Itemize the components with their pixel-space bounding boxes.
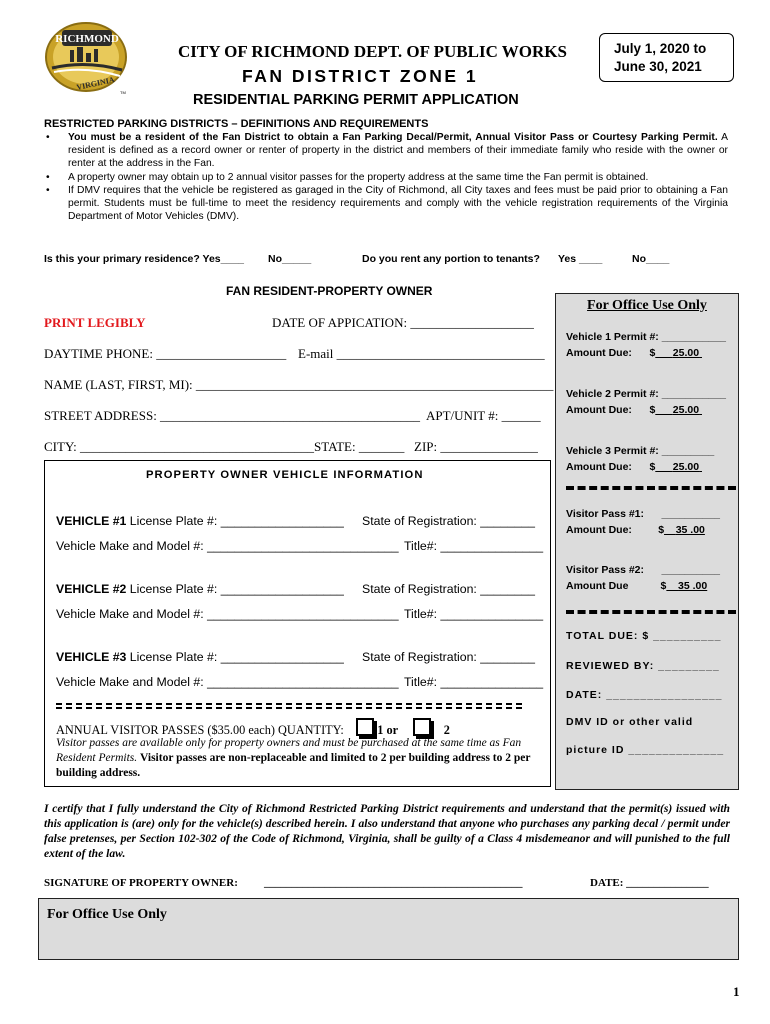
page-number: 1 [733, 984, 740, 999]
vehicle-2-amount: Amount Due: $ 25.00 [566, 404, 700, 416]
owner-heading: FAN RESIDENT-PROPERTY OWNER [226, 284, 433, 298]
primary-no-field[interactable]: No_____ [268, 253, 312, 265]
bottom-office-box [38, 898, 739, 960]
visitor-pass-1[interactable]: Visitor Pass #1: __________ [566, 508, 720, 520]
picture-id-field[interactable]: picture ID ______________ [566, 744, 725, 756]
vehicle-3-permit[interactable]: Vehicle 3 Permit #: _________ [566, 445, 715, 457]
vehicle-3-title-field[interactable]: Title#: _______________ [404, 675, 544, 689]
period-line-1: July 1, 2020 to [614, 41, 707, 56]
definitions-heading: RESTRICTED PARKING DISTRICTS – DEFINITIONS AND REQUIREMENTS [44, 118, 429, 130]
vehicle-3-plate-field[interactable]: VEHICLE #3 License Plate #: __________________ [56, 650, 344, 664]
city-state-field[interactable]: CITY: ____________________________________STATE: _______ [44, 439, 405, 454]
daytime-phone-field[interactable]: DAYTIME PHONE: ____________________ [44, 346, 287, 361]
richmond-logo [44, 20, 132, 96]
apt-unit-field[interactable]: APT/UNIT #: ______ [426, 408, 541, 423]
application-date-field[interactable]: DATE OF APPICATION: ___________________ [272, 315, 534, 330]
vehicle-2-plate-field[interactable]: VEHICLE #2 License Plate #: __________________ [56, 582, 344, 596]
vehicle-2-title-field[interactable]: Title#: _______________ [404, 607, 544, 621]
vehicle-1-amount: Amount Due: $ 25.00 [566, 347, 700, 359]
quantity-2-checkbox[interactable] [413, 718, 431, 736]
divider [56, 703, 522, 705]
vehicle-2-state-field[interactable]: State of Registration: ________ [362, 582, 535, 596]
visitor-pass-2-amount: Amount Due $ 35 .00 [566, 580, 708, 592]
divider [566, 610, 736, 614]
office-use-title: For Office Use Only [587, 298, 707, 313]
office-use-panel [555, 293, 739, 790]
annual-visitor-passes: ANNUAL VISITOR PASSES ($35.00 each) QUANTITY: 1 or 2 [56, 718, 450, 738]
vehicle-1-state-field[interactable]: State of Registration: ________ [362, 514, 535, 528]
name-field[interactable]: NAME (LAST, FIRST, MI): _______________________________________________________ [44, 377, 554, 392]
street-address-field[interactable]: STREET ADDRESS: ________________________________________ [44, 408, 421, 423]
signature-label: SIGNATURE OF PROPERTY OWNER: [44, 877, 238, 889]
definition-item: • A property owner may obtain up to 2 annual visitor passes for the property address at the same time the Fan permit is obtained. [44, 171, 728, 184]
primary-residence-question[interactable]: Is this your primary residence? Yes____ [44, 253, 244, 265]
vehicle-1-title-field[interactable]: Title#: _______________ [404, 539, 544, 553]
divider [566, 486, 736, 490]
office-date-field[interactable]: DATE: _________________ [566, 689, 723, 701]
vehicle-2-permit[interactable]: Vehicle 2 Permit #: ___________ [566, 388, 726, 400]
email-field[interactable]: E-mail ________________________________ [298, 346, 545, 361]
form-title: RESIDENTIAL PARKING PERMIT APPLICATION [193, 92, 519, 108]
vehicle-1-plate-field[interactable]: VEHICLE #1 License Plate #: __________________ [56, 514, 344, 528]
definitions-list [44, 131, 728, 223]
vehicle-info-heading: PROPERTY OWNER VEHICLE INFORMATION [146, 469, 424, 481]
vehicle-3-amount: Amount Due: $ 25.00 [566, 461, 700, 473]
visitor-pass-note: Visitor passes are available only for property owners and must be purchased at the same time as Fan Resident Permits. Visitor passes are non-replaceable and limited to 2 per building address to 2 per building address. [56, 737, 531, 779]
zip-field[interactable]: ZIP: _______________ [414, 439, 538, 454]
period-line-2: June 30, 2021 [614, 59, 702, 74]
rent-yes-field[interactable]: Yes ____ [558, 253, 603, 265]
reviewed-by-field[interactable]: REVIEWED BY: _________ [566, 660, 720, 672]
vehicle-3-make-field[interactable]: Vehicle Make and Model #: ____________________________ [56, 675, 399, 689]
vehicle-3-state-field[interactable]: State of Registration: ________ [362, 650, 535, 664]
vehicle-2-make-field[interactable]: Vehicle Make and Model #: ____________________________ [56, 607, 399, 621]
total-due-field[interactable]: TOTAL DUE: $ __________ [566, 630, 722, 642]
permit-period-box [599, 33, 734, 82]
vehicle-1-make-field[interactable]: Vehicle Make and Model #: ____________________________ [56, 539, 399, 553]
logo-text-top: RICHMOND [55, 33, 119, 45]
signature-field[interactable]: _______________________________________________ [264, 877, 523, 889]
visitor-pass-2[interactable]: Visitor Pass #2: __________ [566, 564, 720, 576]
visitor-pass-1-amount: Amount Due: $ 35 .00 [566, 524, 705, 536]
rent-question: Do you rent any portion to tenants? [362, 253, 540, 265]
quantity-1-checkbox[interactable] [356, 718, 374, 736]
signature-date-field[interactable]: DATE: _______________ [590, 877, 709, 889]
bottom-office-title: For Office Use Only [47, 907, 167, 922]
vehicle-1-permit[interactable]: Vehicle 1 Permit #: ___________ [566, 331, 726, 343]
dmv-id-label: DMV ID or other valid [566, 716, 694, 728]
logo-text-bottom: VIRGINIA [75, 75, 116, 92]
print-legibly: PRINT LEGIBLY [44, 315, 146, 330]
certification-text: I certify that I fully understand the City of Richmond Restricted Parking District requirements and understand that the permit(s) issued with this application is (are) only for the vehicle(s) described herein. I also understand that anyone who purchases any parking decal / permit under false pretenses, per Section 102-302 of the Code of Richmond, Virginia, shall be guilty of a Class 4 misdemeanor and will punished to the full extent of the law. [44, 802, 730, 860]
definition-item: • You must be a resident of the Fan District to obtain a Fan Parking Decal/Permit, Annual Visitor Pass or Courtesy Parking Permit. A resident is defined as a record owner or renter of property in the district and members of their immediate family who reside with the owner or renter at the address in the Fan. [44, 131, 728, 171]
dept-heading: CITY OF RICHMOND DEPT. OF PUBLIC WORKS [178, 42, 567, 61]
rent-no-field[interactable]: No____ [632, 253, 670, 265]
logo-tm: TM [120, 90, 126, 95]
definition-item: • If DMV requires that the vehicle be registered as garaged in the City of Richmond, all City taxes and fees must be paid prior to obtaining a Fan permit. Students must be full-time to meet the residency requirements and comply with the vehicle registration requirements of the Virginia Department of Motor Vehicles (DMV). [44, 184, 728, 224]
zone-heading: FAN DISTRICT ZONE 1 [242, 66, 479, 86]
divider [56, 707, 522, 709]
